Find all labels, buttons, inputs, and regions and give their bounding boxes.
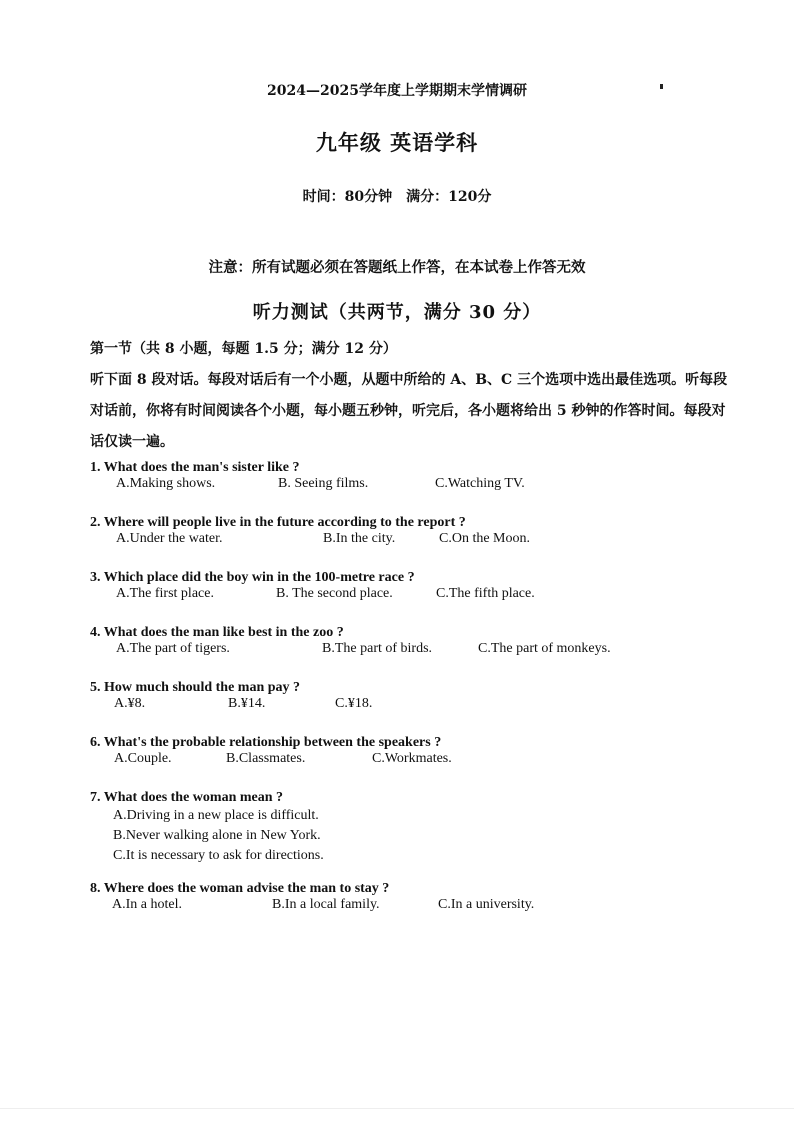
- option-b: B.In a local family.: [272, 897, 380, 912]
- option-c: C.Watching TV.: [435, 476, 525, 491]
- question-stem: 6. What's the probable relationship between the speakers ?: [90, 735, 442, 750]
- option-b: B.The part of birds.: [322, 641, 433, 656]
- exam-time-score: 时间：80分钟 满分：120分: [302, 189, 492, 205]
- question-options: [90, 751, 730, 769]
- option-c: C.On the Moon.: [439, 531, 530, 546]
- option-b: B.¥14.: [228, 696, 266, 711]
- option-b: B. Seeing films.: [278, 476, 369, 491]
- question-options: [90, 586, 730, 604]
- question-options: [90, 531, 730, 549]
- option-b: B. The second place.: [276, 586, 393, 601]
- option-a: A.The first place.: [116, 586, 214, 601]
- question-options: [90, 476, 730, 494]
- option-a: A.Driving in a new place is difficult.: [113, 808, 319, 823]
- question-stem: 5. How much should the man pay ?: [90, 680, 301, 695]
- question-options: [90, 641, 730, 659]
- option-b: B.Classmates.: [226, 751, 306, 766]
- option-a: A.Making shows.: [116, 476, 216, 491]
- section-title: 听力测试（共两节，满分 30 分）: [252, 302, 542, 323]
- question-7: [90, 789, 730, 866]
- question-stem: 8. Where does the woman advise the man to stay ?: [90, 881, 390, 896]
- question-8: [90, 880, 730, 915]
- option-c: C.¥18.: [335, 696, 373, 711]
- question-stem: 3. Which place did the boy win in the 100-metre race ?: [90, 570, 415, 585]
- question-stem: 2. Where will people live in the future according to the report ?: [90, 515, 466, 530]
- part-title: 第一节（共 8 小题，每题 1.5 分；满分 12 分）: [90, 341, 397, 357]
- part-instructions: 听下面 8 段对话。每段对话后有一个小题，从题中所给的 A、B、C 三个选项中选出最佳选项。听每段对话前，你将有时间阅读各个小题，每小题五秒钟，听完后，各小题将给出 5 秒钟的作答时间。每段对话仅读一遍。: [90, 372, 728, 450]
- option-b: B.In the city.: [323, 531, 396, 546]
- option-c: C.Workmates.: [372, 751, 452, 766]
- question-options: [90, 897, 730, 915]
- option-a: A.Under the water.: [116, 531, 223, 546]
- exam-notice: 注意：所有试题必须在答题纸上作答，在本试卷上作答无效: [208, 259, 586, 276]
- option-c: C.It is necessary to ask for directions.: [113, 848, 324, 863]
- option-c: C.The part of monkeys.: [478, 641, 611, 656]
- option-a: A.Couple.: [114, 751, 172, 766]
- question-6: [90, 734, 730, 769]
- page-bottom-edge: [0, 1108, 794, 1109]
- question-2: [90, 514, 730, 549]
- exam-subject-title: 九年级 英语学科: [315, 130, 479, 155]
- option-a: A.¥8.: [114, 696, 146, 711]
- question-5: [90, 679, 730, 714]
- option-b: B.Never walking alone in New York.: [113, 828, 321, 843]
- question-4: [90, 624, 730, 659]
- option-c: C.In a university.: [438, 897, 535, 912]
- question-stem: 7. What does the woman mean ?: [90, 790, 284, 805]
- option-c: C.The fifth place.: [436, 586, 535, 601]
- question-3: [90, 569, 730, 604]
- question-stem: 1. What does the man's sister like ?: [90, 460, 300, 475]
- option-a: A.The part of tigers.: [116, 641, 230, 656]
- question-stem: 4. What does the man like best in the zoo ?: [90, 625, 344, 640]
- question-options: [90, 696, 730, 714]
- option-a: A.In a hotel.: [112, 897, 182, 912]
- question-1: [90, 459, 730, 494]
- exam-term-title: 2024—2025学年度上学期期末学情调研: [267, 83, 527, 99]
